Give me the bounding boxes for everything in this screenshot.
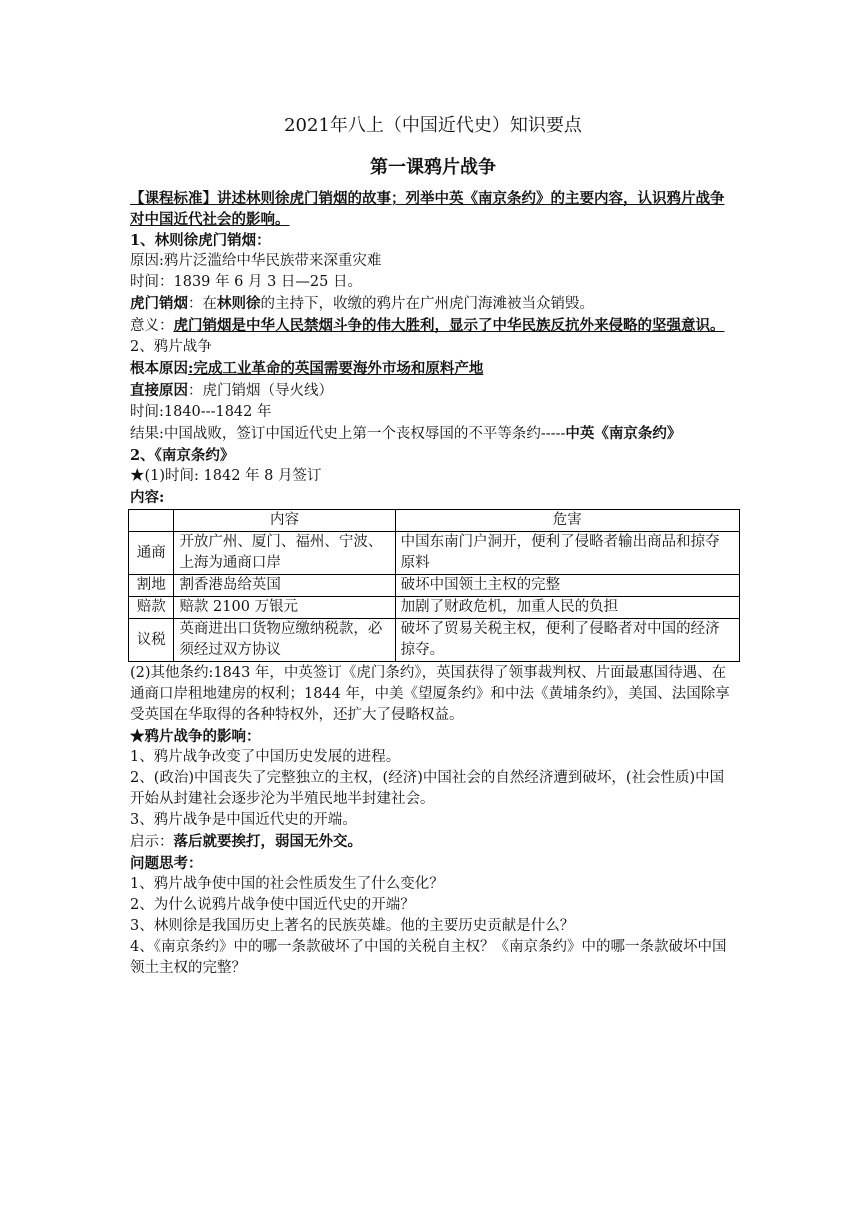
row-item: 通商 [129, 532, 174, 575]
row-item: 议税 [129, 619, 174, 662]
standard-text: 讲述林则徐虎门销烟的故事；列举中英《南京条约》的主要内容，认识鸦片战争对中国近代社会的影响。 [130, 190, 725, 228]
section-heading-war: 2、鸦片战争 [130, 339, 212, 355]
table-row [129, 597, 740, 619]
row-harm: 破坏了贸易关税主权，便利了侵略者对中国的经济掠夺。 [395, 619, 739, 662]
row-harm: 加剧了财政危机，加重人民的负担 [395, 597, 739, 619]
war-root-cause [130, 358, 736, 380]
table-header-cell: 内容 [174, 510, 395, 532]
event-person: 林则徐 [217, 295, 261, 312]
row-harm: 中国东南门户洞开，便利了侵略者输出商品和掠夺原料 [395, 532, 739, 575]
question-item: 1、鸦片战争使中国的社会性质发生了什么变化？ [130, 876, 444, 892]
other-treaties: (2)其他条约:1843 年，中英签订《虎门条约》，英国获得了领事裁判权、片面最惠国待遇、在通商口岸租地建房的权利；1844 年，中美《望厦条约》和中法《黄埔条约》，美国、法国除享受英国在华取得的各种特权外，还扩大了侵略权益。 [130, 665, 730, 723]
meaning-text: 虎门销烟是中华人民禁烟斗争的伟大胜利，显示了中华民族反抗外来侵略的坚强意识。 [173, 317, 725, 334]
table-row [129, 619, 740, 662]
root-label: 根本原因 [130, 360, 188, 377]
document-page [130, 112, 736, 979]
table-header-cell [129, 510, 174, 532]
direct-label: 直接原因 [130, 382, 188, 399]
standard-label: 【课程标准】 [130, 190, 217, 207]
table-header-cell: 危害 [395, 510, 739, 532]
humen-meaning [130, 315, 736, 337]
question-item: 3、林则徐是我国历史上著名的民族英雄。他的主要历史贡献是什么？ [130, 918, 575, 934]
row-content: 赔款 2100 万银元 [174, 597, 395, 619]
humen-cause: 原因:鸦片泛滥给中华民族带来深重灾难 [130, 253, 382, 269]
impact-item: 2、(政治)中国丧失了完整独立的主权，(经济)中国社会的自然经济遭到破坏，(社会性质)中国开始从封建社会逐步沦为半殖民地半封建社会。 [130, 770, 725, 807]
questions-heading: 问题思考： [130, 855, 203, 872]
section-heading-treaty: 2、《南京条约》 [130, 447, 235, 464]
row-item: 赔款 [129, 597, 174, 619]
treaty-content-label: 内容: [130, 489, 165, 506]
star-icon: ★ [130, 468, 145, 484]
insight-text: 落后就要挨打，弱国无外交。 [173, 833, 362, 850]
treaty-time-text: (1)时间: 1842 年 8 月签订 [144, 468, 322, 484]
result-treaty: 中英《南京条约》 [565, 425, 682, 442]
direct-text: ：虎门销烟（导火线） [188, 383, 333, 399]
insight-label: 启示： [130, 834, 174, 850]
humen-time: 时间：1839 年 6 月 3 日—25 日。 [130, 274, 362, 290]
impact-insight [130, 831, 736, 853]
row-harm: 破坏中国领土主权的完整 [395, 575, 739, 597]
document-title: 2021年八上（中国近代史）知识要点 [284, 115, 582, 136]
event-post: 的主持下，收缴的鸦片在广州虎门海滩被当众销毁。 [260, 296, 594, 312]
question-item: 4、《南京条约》中的哪一条款破坏了中国的关税自主权？《南京条约》中的哪一条款破坏中国领土主权的完整？ [130, 939, 727, 976]
row-item: 割地 [129, 575, 174, 597]
impact-item: 1、鸦片战争改变了中国历史发展的进程。 [130, 749, 401, 765]
section-heading-humen: 1、林则徐虎门销烟： [130, 232, 271, 249]
meaning-label: 意义： [130, 318, 174, 334]
root-text: :完成工业革命的英国需要海外市场和原料产地 [188, 360, 484, 377]
course-standard [130, 188, 736, 230]
table-header-row [129, 510, 740, 532]
treaty-table [128, 509, 740, 662]
row-content: 开放广州、厦门、福州、宁波、上海为通商口岸 [174, 532, 395, 575]
question-item: 2、为什么说鸦片战争使中国近代史的开端？ [130, 897, 415, 913]
row-content: 英商进出口货物应缴纳税款，必须经过双方协议 [174, 619, 395, 662]
lesson-title: 第一课鸦片战争 [370, 157, 496, 178]
impact-item: 3、鸦片战争是中国近代史的开端。 [130, 812, 357, 828]
table-row [129, 532, 740, 575]
event-label: 虎门销烟 [130, 295, 188, 312]
result-text: 结果:中国战败，签订中国近代史上第一个丧权辱国的不平等条约----- [130, 426, 566, 442]
impact-heading: ★鸦片战争的影响： [130, 728, 261, 745]
row-content: 割香港岛给英国 [174, 575, 395, 597]
event-pre: ：在 [188, 296, 217, 312]
war-time: 时间:1840---1842 年 [130, 404, 272, 420]
humen-event [130, 293, 736, 315]
war-result [130, 423, 736, 445]
treaty-time [130, 466, 736, 487]
war-direct-cause [130, 380, 736, 402]
table-row [129, 575, 740, 597]
